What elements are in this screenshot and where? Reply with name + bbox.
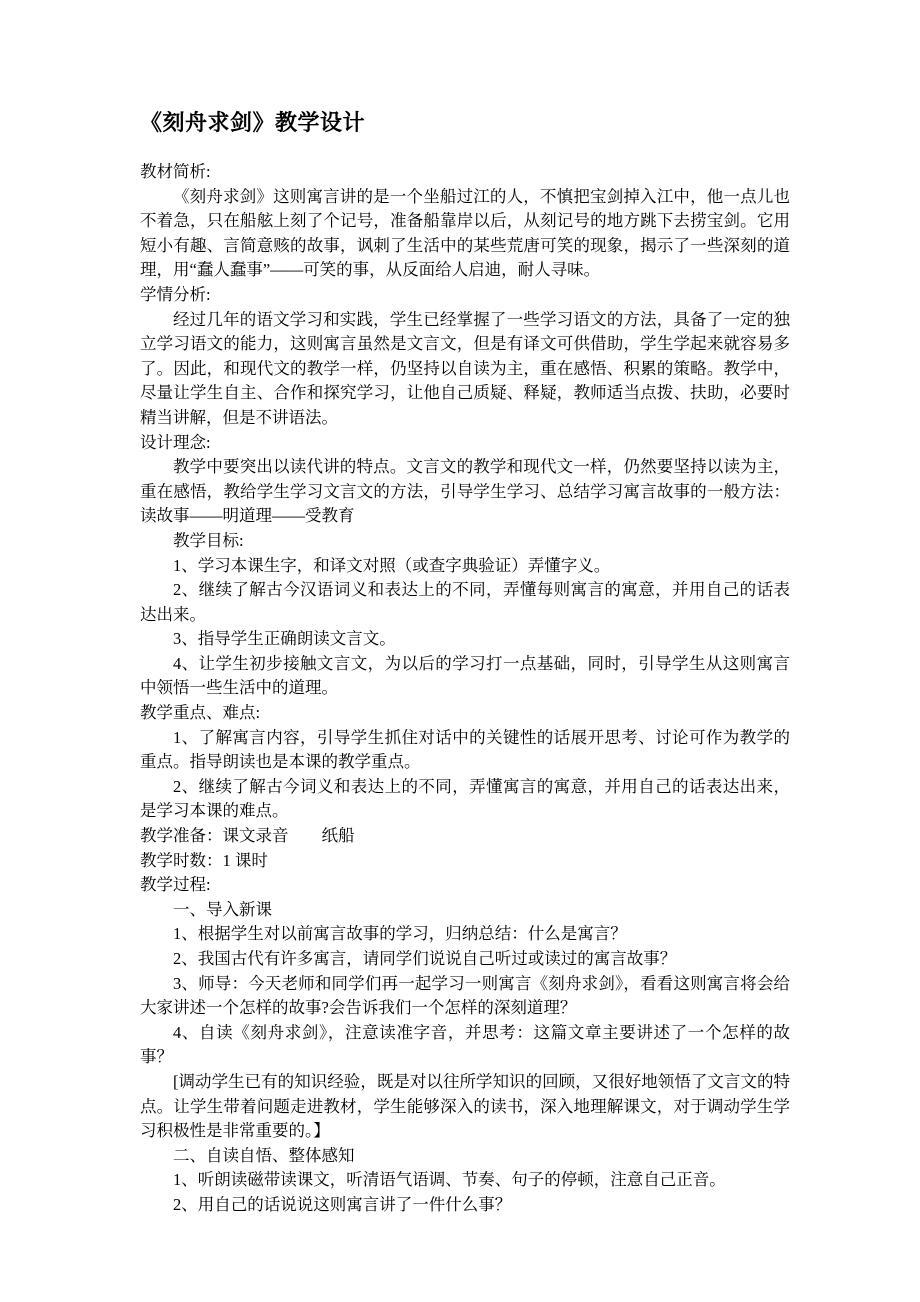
paragraph-learner-analysis: 经过几年的语文学习和实践，学生已经掌握了一些学习语文的方法，具备了一定的独立学习语文的能力，这则寓言虽然是文言文，但是有译文可供借助，学生学起来就容易多了。因此，和现代文的教学一样，仍坚持以自读为主，重在感悟、积累的策略。教学中，尽量让学生自主、合作和探究学习，让他自己质疑、释疑，教师适当点拨、扶助，必要时精当讲解，但是不讲语法。 (140, 309, 790, 427)
list-item-intro-3: 3、师导：今天老师和同学们再一起学习一则寓言《刻舟求剑》，看看这则寓言将会给大家讲述一个怎样的故事?会告诉我们一个怎样的深刻道理？ (140, 973, 790, 1018)
list-item-goal-2: 2、继续了解古今汉语词义和表达上的不同，弄懂每则寓言的寓意，并用自己的话表达出来。 (140, 580, 790, 624)
list-item-key-point-1: 1、了解寓言内容，引导学生抓住对话中的关键性的话展开思考、讨论可作为教学的重点。指导朗读也是本课的教学重点。 (140, 727, 790, 772)
line-teaching-preparation: 教学准备：课文录音 纸船 (140, 826, 355, 846)
paragraph-bracket-note: [调动学生已有的知识经验，既是对以往所学知识的回顾，又很好地领悟了文言文的特点。让学生带着问题走进教材，学生能够深入的读书，深入地理解课文，对于调动学生学习积极性是非常重要的。】 (140, 1071, 790, 1141)
list-item-intro-2: 2、我国古代有许多寓言，请同学们说说自己听过或读过的寓言故事？ (173, 949, 677, 968)
list-item-intro-1: 1、根据学生对以前寓言故事的学习，归纳总结：什么是寓言？ (173, 924, 627, 944)
list-item-goal-4: 4、让学生初步接触文言文，为以后的学习打一点基础，同时，引导学生从这则寓言中领悟一些生活中的道理。 (140, 653, 790, 698)
section-heading-material-analysis: 教材简析: (140, 162, 211, 181)
section-heading-key-points: 教学重点、难点: (140, 703, 261, 723)
paragraph-material-analysis: 《刻舟求剑》这则寓言讲的是一个坐船过江的人，不慎把宝剑掉入江中，他一点儿也不着急，只在船舷上刻了个记号，准备船靠岸以后，从刻记号的地方跳下去捞宝剑。它用短小有趣、言简意赅的故事，讽刺了生活中的某些荒唐可笑的现象，揭示了一些深刻的道理，用“蠢人蠢事”——可笑的事，从反面给人启迪，耐人寻味。 (140, 186, 790, 280)
list-item-intro-4: 4、自读《刻舟求剑》，注意读准字音，并思考：这篇文章主要讲述了一个怎样的故事？ (140, 1022, 790, 1067)
list-item-goal-3: 3、指导学生正确朗读文言文。 (173, 629, 396, 649)
subsection-self-reading: 二、自读自悟、整体感知 (173, 1145, 355, 1165)
list-item-goal-1: 1、学习本课生字，和译文对照（或查字典验证）弄懂字义。 (173, 555, 611, 575)
section-heading-teaching-goals: 教学目标: (173, 530, 244, 550)
section-heading-design-concept: 设计理念: (140, 432, 211, 452)
section-heading-learner-analysis: 学情分析: (140, 284, 211, 304)
list-item-key-point-2: 2、继续了解古今词义和表达上的不同，弄懂寓言的寓意，并用自己的话表达出来，是学习本课的难点。 (140, 776, 790, 821)
list-item-reading-1: 1、听朗读磁带读课文，听清语气语调、节奏、句子的停顿，注意自己正音。 (173, 1170, 726, 1190)
subsection-intro-new-lesson: 一、导入新课 (173, 899, 272, 919)
document-title: 《刻舟求剑》教学设计 (140, 110, 366, 135)
line-teaching-hours: 教学时数：1 课时 (140, 850, 268, 870)
paragraph-design-concept: 教学中要突出以读代讲的特点。文言文的教学和现代文一样，仍然要坚持以读为主，重在感悟，教给学生学习文言文的方法，引导学生学习、总结学习寓言故事的一般方法：读故事——明道理——受教育 (140, 457, 790, 526)
section-heading-teaching-process: 教学过程: (140, 875, 211, 895)
list-item-reading-2: 2、用自己的话说说这则寓言讲了一件什么事？ (173, 1194, 512, 1214)
